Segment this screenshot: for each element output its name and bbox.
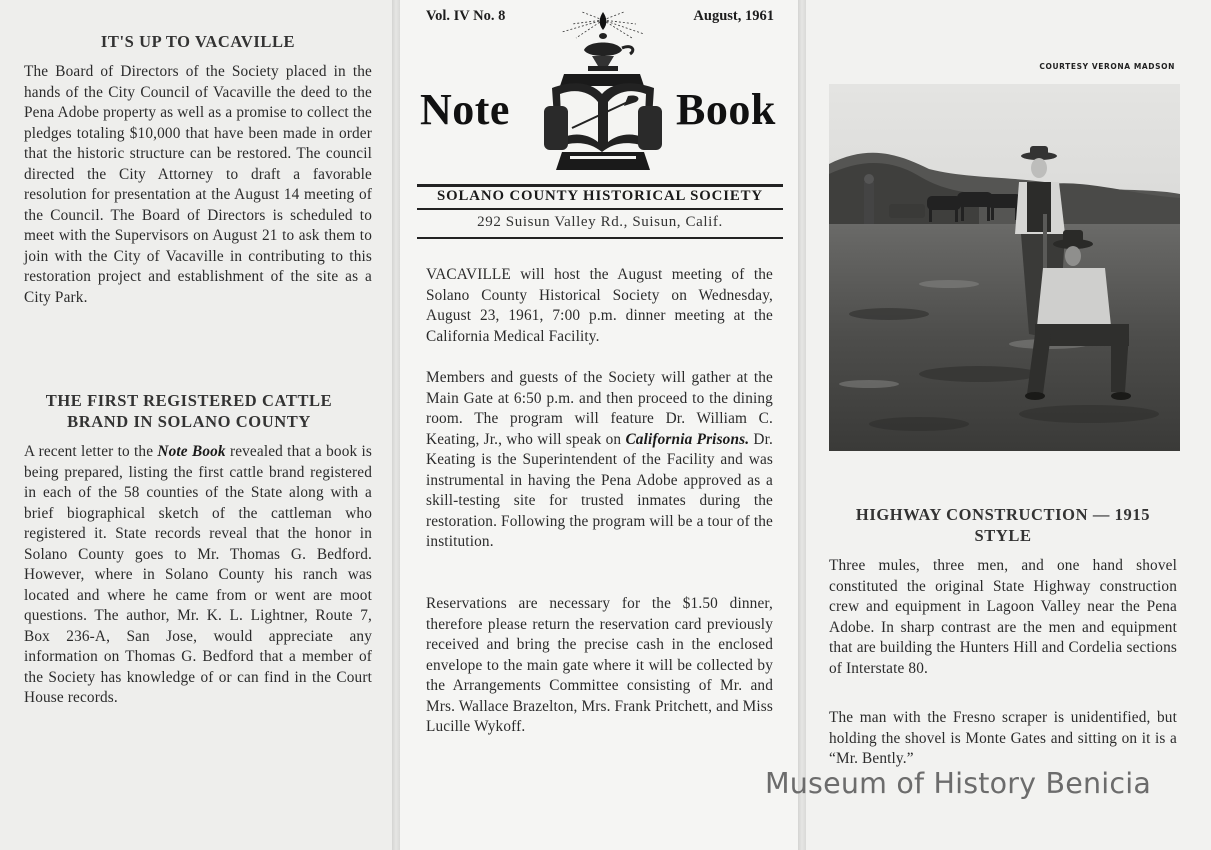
program-rest: Dr. Keating is the Superintendent of the Facility and was instrumental in having the Pena Adobe approved as a skill-testing site for trusted inmates during the restoration. Following the program will be a tour of the institution. — [426, 430, 773, 550]
photo-credit: COURTESY VERONA MADSON — [1039, 62, 1175, 71]
photo-caption-main: Three mules, three men, and one hand shovel constituted the original State Highway construction crew and equipment in Lagoon Valley near the Pena Adobe. In sharp contrast are the men and equipment that are building the Hunters Hill and Cordelia sections of Interstate 80. — [829, 557, 1177, 677]
society-address: 292 Suisun Valley Rd., Suisun, Calif. — [477, 214, 723, 230]
masthead-rule-bottom — [417, 237, 783, 239]
masthead-rule-top — [417, 184, 783, 187]
photo-caption-people: The man with the Fresno scraper is unidentified, but holding the shovel is Monte Gates and sitting on it is a “Mr. Bently.” — [829, 709, 1177, 767]
masthead-rule-mid — [417, 208, 783, 210]
program-lead: Members and guests of the Society will gather at the Main Gate at 6:50 p.m. and then proceed to the dining room. The program will feature Dr. William C. Keating, Jr., who will speak on — [426, 369, 773, 448]
article-vacaville: The Board of Directors of the Society placed in the hands of the City Council of Vacaville the deed to the Pena Adobe property as well as a promise to collect the pledges totaling $10,000 that have been made in order that the historic structure can be restored. The council directed the City Attorney to draft a favorable resolution for presentation at the August 14 meeting of the Council. The Board of Directors is scheduled to meet with the Supervisors on August 21 to ask them to join with the City of Vacaville in contributing to this restoration project and establishment of the site as a City Park. — [24, 63, 372, 306]
heading-vacaville: IT'S UP TO VACAVILLE — [100, 32, 296, 51]
heading-cattle-brand: THE FIRST REGISTERED CATTLE BRAND IN SOLANO COUNTY — [45, 391, 333, 431]
talk-title: California Prisons. — [625, 430, 750, 448]
article-cattle-brand — [24, 442, 372, 709]
meeting-announcement: VACAVILLE will host the August meeting of the Solano County Historical Society on Wednesday, August 23, 1961, 7:00 p.m. dinner meeting at the California Medical Facility. — [426, 266, 773, 345]
issue-date: August, 1961 — [693, 8, 774, 24]
fold-right — [798, 0, 806, 850]
society-name: SOLANO COUNTY HISTORICAL SOCIETY — [436, 188, 764, 204]
title-note: Note — [420, 85, 510, 134]
title-book: Book — [676, 85, 776, 134]
heading-highway: HIGHWAY CONSTRUCTION — 1915 STYLE — [855, 505, 1151, 545]
reservation-info: Reservations are necessary for the $1.50 dinner, therefore please return the reservation card previously received and bring the precise cash in the enclosed envelope to the main gate where it will be collected by the Arrangements Committee consisting of Mr. and Mrs. Wallace Brazelton, Mrs. Frank Pritchett, and Miss Lucille Wykoff. — [426, 595, 773, 735]
volume-number: Vol. IV No. 8 — [426, 8, 506, 24]
highway-construction-photo — [829, 84, 1180, 451]
cattle-rest: revealed that a book is being prepared, listing the first cattle brand registered in each of the 58 counties of the State along with a brief biographical sketch of the cattleman who registered it. State records reveal that the honor in Solano County goes to Mr. Thomas G. Bedford. However, where in Solano County his ranch was located and where he came from or went are moot questions. The author, Mr. K. L. Lightner, Route 7, Box 236-A, San Jose, would appreciate any information on Thomas G. Bedford that a member of the Society has knowledge of or can find in the Court House records. — [24, 443, 373, 706]
lamp-books-emblem-icon — [532, 10, 674, 180]
cattle-notebook-title: Note Book — [157, 443, 226, 460]
museum-watermark: Museum of History Benicia — [765, 767, 1152, 800]
fold-left — [392, 0, 400, 850]
meeting-program — [426, 368, 773, 553]
cattle-lead: A recent letter to the — [24, 443, 154, 460]
